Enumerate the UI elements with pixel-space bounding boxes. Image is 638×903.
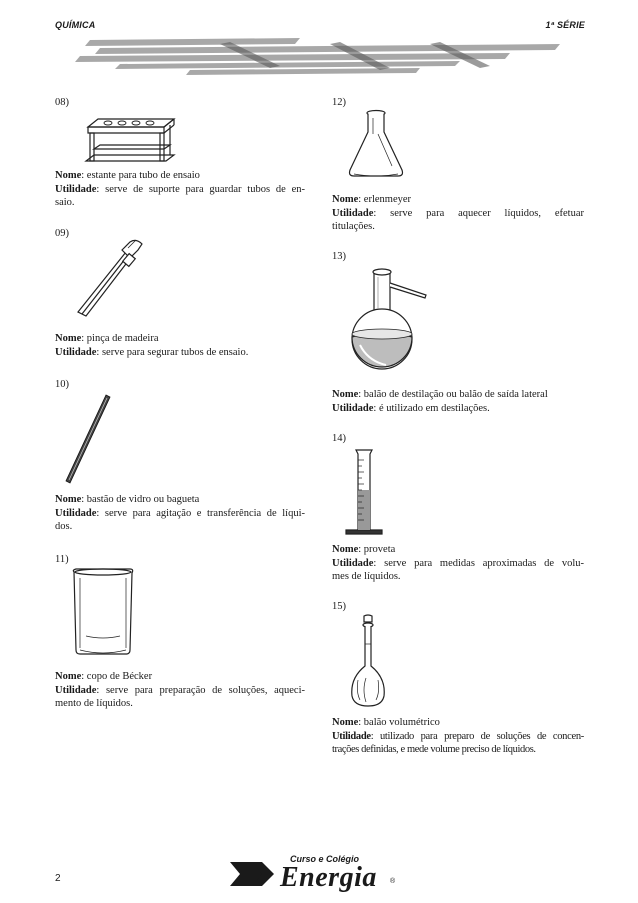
page-number: 2 [55,873,61,884]
glass-rod-icon [60,393,116,485]
graduated-cylinder-icon [344,446,384,538]
utilidade-continuation: saio. [55,197,75,208]
utilidade-label: Utilidade [332,207,374,219]
test-tube-rack-icon [80,115,180,165]
nome-label: Nome [332,717,359,728]
nome-value: : balão de destilação ou balão de saída lateral [358,389,548,400]
utilidade-continuation: mento de líquidos. [55,698,133,709]
nome-value: : pinça de madeira [81,333,159,344]
utilidade-label: Utilidade [332,730,371,742]
utilidade-label: Utilidade [55,183,97,195]
nome-value: : copo de Bécker [81,671,153,682]
nome-label: Nome [55,333,82,344]
utilidade-value: : serve para segurar tubos de ensaio. [96,346,249,358]
nome-value: : erlenmeyer [358,194,412,205]
item-text [55,332,305,359]
item-text [55,493,305,534]
school-logo [230,850,410,892]
nome-label: Nome [332,544,359,555]
utilidade-continuation: titulações. [332,221,375,232]
item-number: 10) [55,379,69,390]
item-text [55,670,305,711]
utilidade-continuation: trações definidas, e mede volume preciso de líquidos. [332,744,536,755]
utilidade-value: : serve de suporte para guardar tubos de en- [96,183,305,195]
nome-label: Nome [55,671,82,682]
nome-label: Nome [332,389,359,400]
nome-label: Nome [55,170,82,181]
logo-arrow-icon [230,860,276,888]
utilidade-value: : serve para preparação de soluções, aqueci- [96,684,305,696]
utilidade-continuation: mes de líquidos. [332,571,401,582]
distillation-flask-icon [346,265,430,373]
logo-tagline: Curso e Colégio [290,854,360,864]
header-brush-strokes [40,36,600,86]
item-number: 09) [55,228,69,239]
item-number: 13) [332,251,346,262]
logo-wordmark: Energia [280,862,377,893]
item-text [332,543,584,584]
nome-value: : proveta [358,544,396,555]
utilidade-value: : serve para aquecer líquidos, efetuar [373,207,584,219]
nome-value: : estante para tubo de ensaio [81,170,200,181]
nome-value: : bastão de vidro ou bagueta [81,494,200,505]
volumetric-flask-icon [346,614,390,710]
utilidade-label: Utilidade [55,684,97,696]
item-number: 12) [332,97,346,108]
utilidade-label: Utilidade [55,346,97,358]
nome-label: Nome [332,194,359,205]
item-text [332,193,584,234]
utilidade-value: : serve para agitação e transferência de líqui- [96,507,305,519]
item-number: 08) [55,97,69,108]
item-number: 11) [55,554,69,565]
nome-label: Nome [55,494,82,505]
grade-header: 1ª SÉRIE [545,20,585,30]
item-text [55,169,305,210]
utilidade-value: : utilizado para preparo de soluções de concen- [370,730,584,742]
subject-header: QUÍMICA [55,20,96,30]
utilidade-label: Utilidade [55,507,97,519]
utilidade-value: : é utilizado em destilações. [373,402,490,414]
utilidade-value: : serve para medidas aproximadas de volu- [373,557,584,569]
utilidade-label: Utilidade [332,402,374,414]
beaker-icon [70,566,136,656]
nome-value: : balão volumétrico [358,717,440,728]
item-number: 14) [332,433,346,444]
utilidade-continuation: dos. [55,521,73,532]
logo-registered-mark: ® [390,878,396,885]
erlenmeyer-flask-icon [346,108,406,180]
wooden-clamp-icon [72,236,152,318]
item-text [332,388,584,415]
utilidade-label: Utilidade [332,557,374,569]
item-text [332,716,584,757]
item-number: 15) [332,601,346,612]
